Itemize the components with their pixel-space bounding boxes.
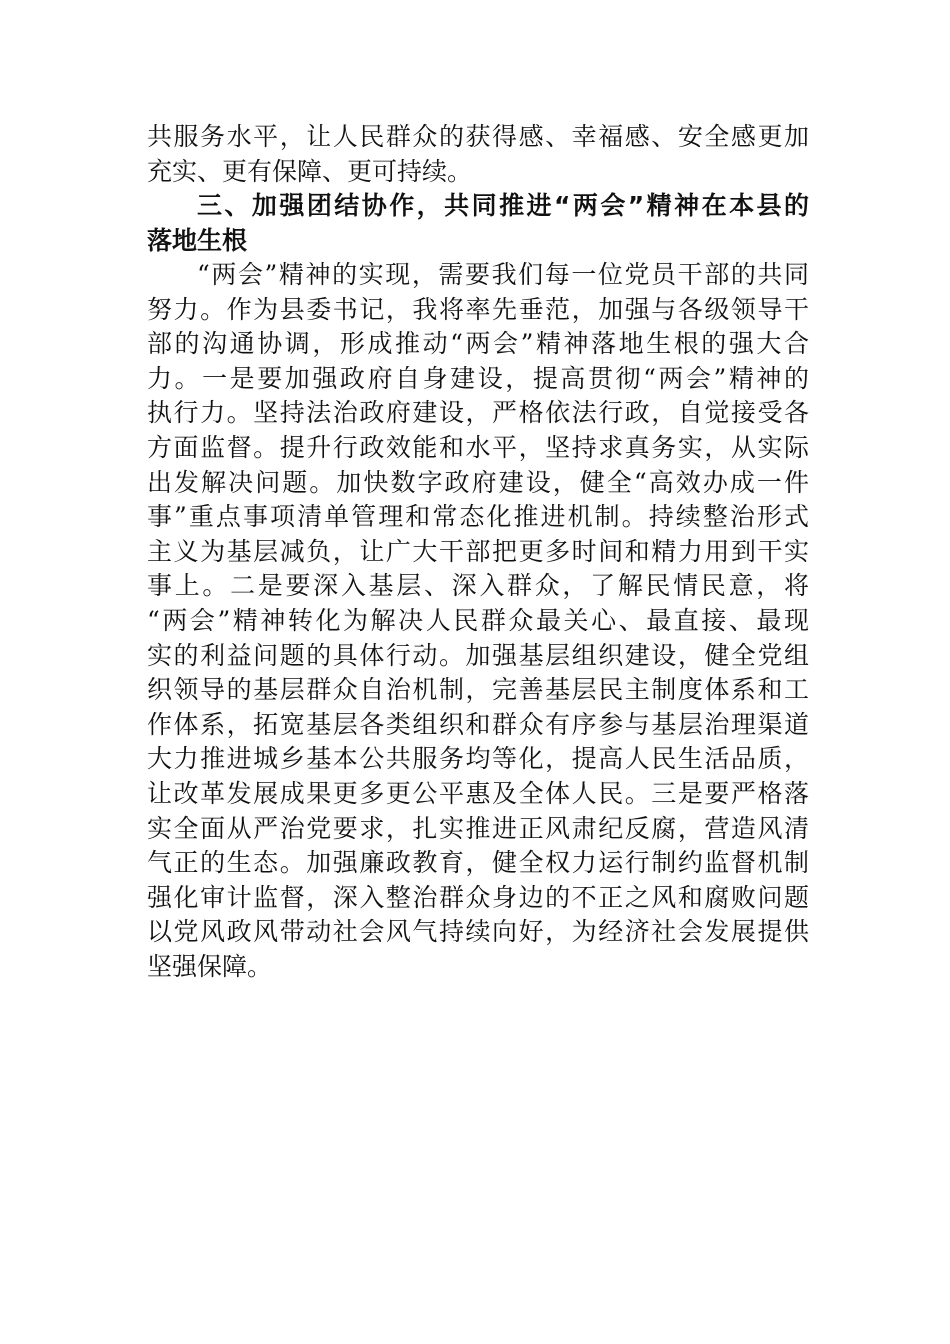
heading-line: 三、加强团结协作，共同推进“两会”精神在本县的 (197, 191, 809, 220)
text-line: 出发解决问题。加快数字政府建设，健全“高效办成一件 (147, 467, 809, 497)
paragraph-continuation (147, 120, 809, 189)
text-line: 共服务水平，让人民群众的获得感、幸福感、安全感更加 (147, 122, 809, 151)
text-line: 方面监督。提升行政效能和水平，坚持求真务实，从实际 (147, 432, 809, 462)
text-line: “两会”精神的实现，需要我们每一位党员干部的共同 (197, 260, 809, 289)
section-heading (147, 189, 809, 258)
text-line: “两会”精神转化为解决人民群众最关心、最直接、最现 (147, 605, 809, 635)
heading-line: 落地生根 (147, 225, 248, 255)
text-line: 主义为基层减负，让广大干部把更多时间和精力用到干实 (147, 536, 809, 566)
text-line: 力。一是要加强政府自身建设，提高贯彻“两会”精神的 (147, 363, 809, 393)
text-line: 事上。二是要深入基层、深入群众，了解民情民意，将 (147, 571, 809, 601)
text-line: 努力。作为县委书记，我将率先垂范，加强与各级领导干 (147, 294, 809, 324)
text-line: 织领导的基层群众自治机制，完善基层民主制度体系和工 (147, 675, 809, 705)
body-paragraph (147, 258, 809, 984)
text-line: 以党风政风带动社会风气持续向好，为经济社会发展提供 (147, 917, 809, 947)
text-line: 强化审计监督，深入整治群众身边的不正之风和腐败问题 (147, 882, 809, 912)
text-line: 让改革发展成果更多更公平惠及全体人民。三是要严格落 (147, 778, 809, 808)
text-line: 充实、更有保障、更可持续。 (147, 156, 473, 186)
text-line: 实的利益问题的具体行动。加强基层组织建设，健全党组 (147, 640, 809, 670)
text-line: 气正的生态。加强廉政教育，健全权力运行制约监督机制 (147, 848, 809, 878)
text-line: 实全面从严治党要求，扎实推进正风肃纪反腐，营造风清 (147, 813, 809, 843)
text-line: 事”重点事项清单管理和常态化推进机制。持续整治形式 (147, 502, 809, 532)
text-line: 作体系，拓宽基层各类组织和群众有序参与基层治理渠道 (147, 709, 809, 739)
text-line: 大力推进城乡基本公共服务均等化，提高人民生活品质， (147, 744, 809, 774)
text-line: 坚强保障。 (147, 951, 273, 981)
text-line: 部的沟通协调，形成推动“两会”精神落地生根的强大合 (147, 329, 809, 359)
text-line: 执行力。坚持法治政府建设，严格依法行政，自觉接受各 (147, 398, 809, 428)
